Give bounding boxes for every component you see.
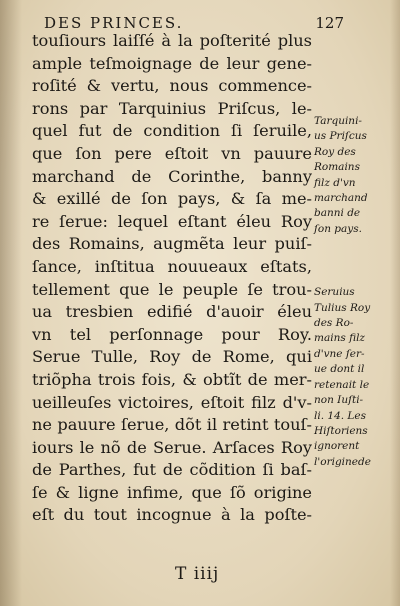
note-line: Tulius Roy [314,301,371,314]
text-line: vn tel perſonnage pour Roy. [32,324,312,344]
gutter-shadow [0,0,22,606]
note-line: des Ro- [314,317,354,330]
note-line: ue dont il [314,363,365,376]
text-line: ſance, inſtitua nouueaux eſtats, [32,256,312,276]
note-line: mains filz [314,332,365,345]
note-line: ſon pays. [314,222,362,235]
note-line: Tarquini- [314,115,362,127]
text-line: des Romains, augmẽta leur puiſ- [32,234,312,254]
text-line: que ſon pere eſtoit vn pauure [32,143,312,163]
text-line: re ſerue: lequel eſtant éleu Roy [32,211,312,231]
note-line: Roy des [314,145,356,158]
text-line: tellement que le peuple ſe trou- [32,279,312,299]
text-line: ueilleuſes victoires, eſtoit filz d'v- [32,392,312,412]
text-line: triõpha trois fois, & obtĩt de mer- [32,369,312,389]
note-line: d'vne ſer- [314,347,365,360]
note-line: Seruius [314,286,355,299]
text-line: Serue Tulle, Roy de Rome, qui [32,347,312,367]
text-line: roſité & vertu, nous commence- [32,76,312,96]
text-line: ſe & ligne infime, que ſõ origine [32,482,312,502]
text-line: de Parthes, fut de cõdition ſi baſ- [32,460,312,480]
note-line: us Priſcus [314,130,367,143]
running-title: DES PRINCES. [44,14,184,32]
text-line: ua tresbien edifié d'auoir éleu [32,302,312,322]
note-line: retenait le [314,378,370,391]
text-line: touſiours laiſſé à la poſterité plus [32,31,312,50]
note-line: Romains [314,161,360,174]
note-line: marchand [314,192,368,205]
note-line: filz d'vn [314,176,356,189]
note-line: Hiſtoriens [314,424,368,437]
text-line: marchand de Corinthe, banny [32,166,312,186]
text-line: ne pauure ſerue, dõt il retint touſ- [32,415,312,435]
margin-notes [314,114,392,470]
text-line: & exillé de ſon pays, & ſa me- [32,189,312,209]
text-line: rons par Tarquinius Priſcus, le- [32,98,312,118]
note-line: banni de [314,207,361,220]
text-line: ample teſmoignage de leur gene- [32,53,312,73]
note-spacer [314,237,392,285]
signature-mark: T iiij [175,564,220,584]
margin-note-servius [314,285,392,470]
text-line: eſt du tout incognue à la poſte- [32,505,312,525]
text-line: iours le nõ de Serue. Arſaces Roy [32,437,312,457]
page-number: 127 [315,14,344,32]
note-line: li. 14. Les [314,409,367,422]
note-line: ignorent [314,440,360,453]
note-line: l'originede [314,455,371,468]
body-text [32,30,312,527]
text-line: quel fut de condition ſi ſeruile, [32,121,312,141]
note-line: non Iuſti- [314,394,364,407]
margin-note-tarquinius [314,114,392,237]
